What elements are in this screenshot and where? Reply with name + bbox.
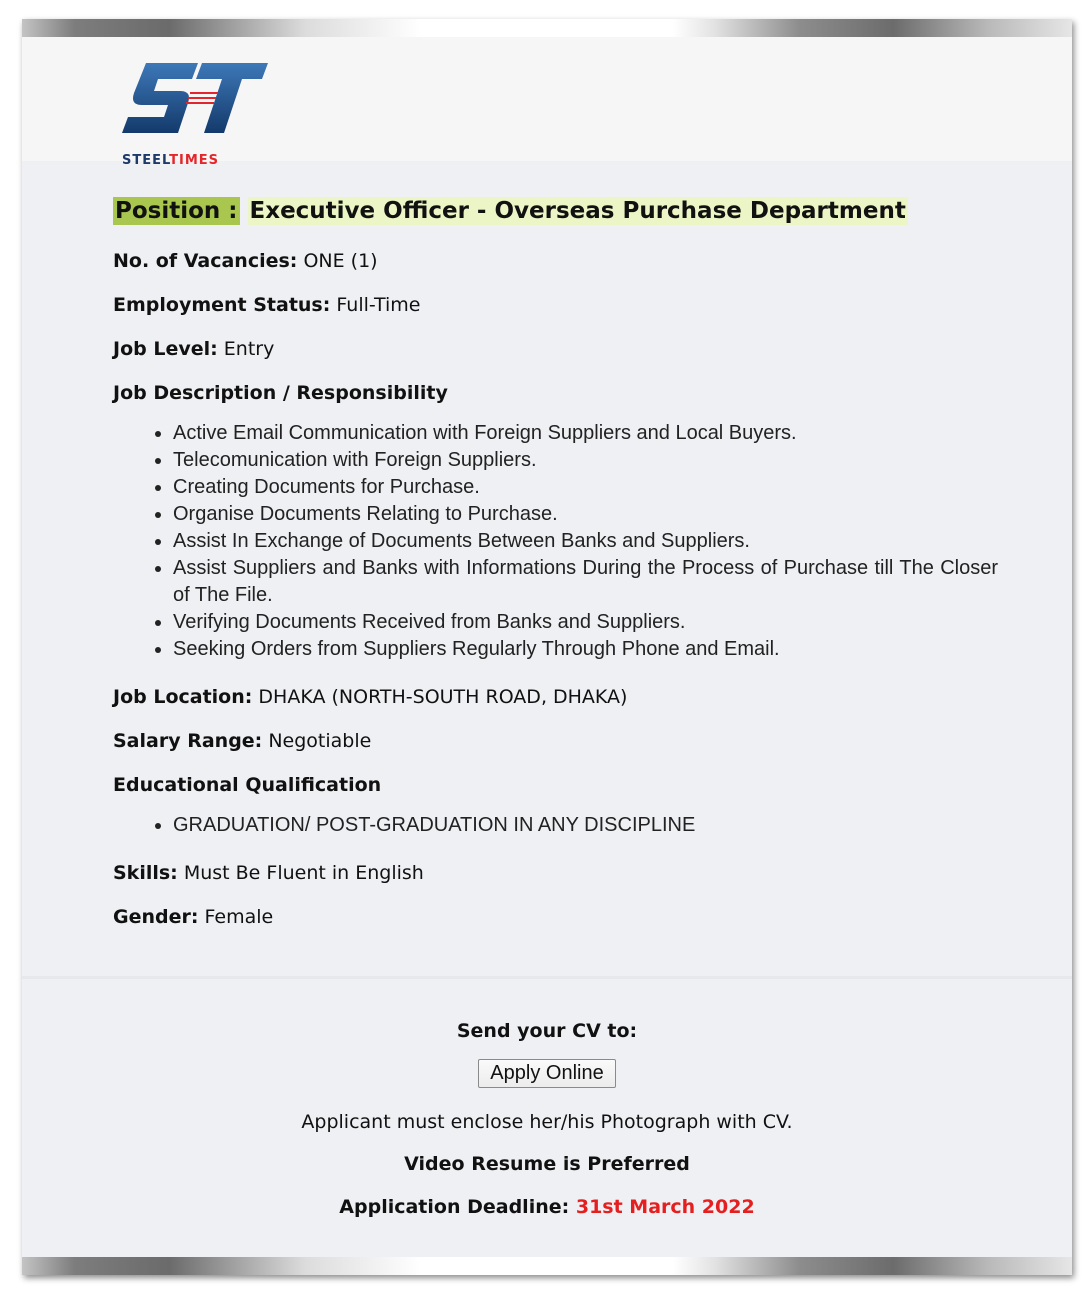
job-details	[113, 197, 998, 949]
gender-field	[113, 905, 998, 930]
list-item: • Verifying Documents Received from Banks and Suppliers.	[173, 609, 998, 636]
logo-text-steel: STEEL	[122, 153, 170, 168]
salary-label: Salary Range:	[113, 730, 263, 752]
job-description-list	[113, 420, 998, 663]
list-item: • Assist Suppliers and Banks with Informations During the Process of Purchase till The Closer of The File.	[173, 555, 998, 609]
position-heading	[113, 197, 998, 225]
job-location-field	[113, 685, 998, 710]
gender-value: Female	[204, 906, 274, 928]
vacancies-label: No. of Vacancies:	[113, 250, 298, 272]
job-post-card	[22, 19, 1072, 1275]
list-item: • Organise Documents Relating to Purchase.	[173, 501, 998, 528]
job-level-label: Job Level:	[113, 338, 218, 360]
education-list	[113, 812, 998, 839]
education-title: Educational Qualification	[113, 774, 382, 796]
header	[22, 37, 1072, 168]
job-level-field	[113, 337, 998, 362]
list-item: • Seeking Orders from Suppliers Regularly Through Phone and Email.	[173, 636, 998, 663]
logo-text-times: TIMES	[169, 153, 220, 168]
employment-status-value: Full-Time	[336, 294, 421, 316]
vacancies-field	[113, 249, 998, 274]
deadline-label: Application Deadline:	[339, 1196, 570, 1218]
logo-wordmark	[122, 153, 219, 168]
metal-border-top	[22, 19, 1072, 37]
metal-border-bottom	[22, 1257, 1072, 1275]
skills-field	[113, 861, 998, 886]
list-item: • Active Email Communication with Foreign Suppliers and Local Buyers.	[173, 420, 998, 447]
photo-note: Applicant must enclose her/his Photograph with CV.	[301, 1111, 793, 1133]
send-cv-heading: Send your CV to:	[456, 1020, 638, 1042]
employment-status-field	[113, 293, 998, 318]
salary-field	[113, 729, 998, 754]
list-item: • Telecomunication with Foreign Suppliers.	[173, 447, 998, 474]
employment-status-label: Employment Status:	[113, 294, 331, 316]
deadline-date: 31st March 2022	[575, 1196, 755, 1218]
list-item: • Assist In Exchange of Documents Between Banks and Suppliers.	[173, 528, 998, 555]
job-location-value: DHAKA (NORTH-SOUTH ROAD, DHAKA)	[258, 686, 628, 708]
application-deadline	[22, 1195, 1072, 1219]
list-item: • GRADUATION/ POST-GRADUATION IN ANY DISCIPLINE	[173, 812, 998, 839]
list-item: • Creating Documents for Purchase.	[173, 474, 998, 501]
video-resume-note: Video Resume is Preferred	[404, 1153, 690, 1175]
job-description-title: Job Description / Responsibility	[113, 382, 448, 404]
job-level-value: Entry	[223, 338, 275, 360]
section-divider	[22, 976, 1072, 979]
vacancies-value: ONE (1)	[303, 250, 378, 272]
salary-value: Negotiable	[268, 730, 372, 752]
position-title: Executive Officer - Overseas Purchase Department	[249, 198, 906, 224]
skills-value: Must Be Fluent in English	[183, 862, 424, 884]
position-label: Position :	[115, 198, 238, 224]
steeltimes-logo-icon	[118, 59, 270, 154]
apply-section	[22, 1019, 1072, 1219]
gender-label: Gender:	[113, 906, 199, 928]
apply-online-button[interactable]: Apply Online	[478, 1059, 615, 1088]
job-location-label: Job Location:	[113, 686, 253, 708]
skills-label: Skills:	[113, 862, 178, 884]
